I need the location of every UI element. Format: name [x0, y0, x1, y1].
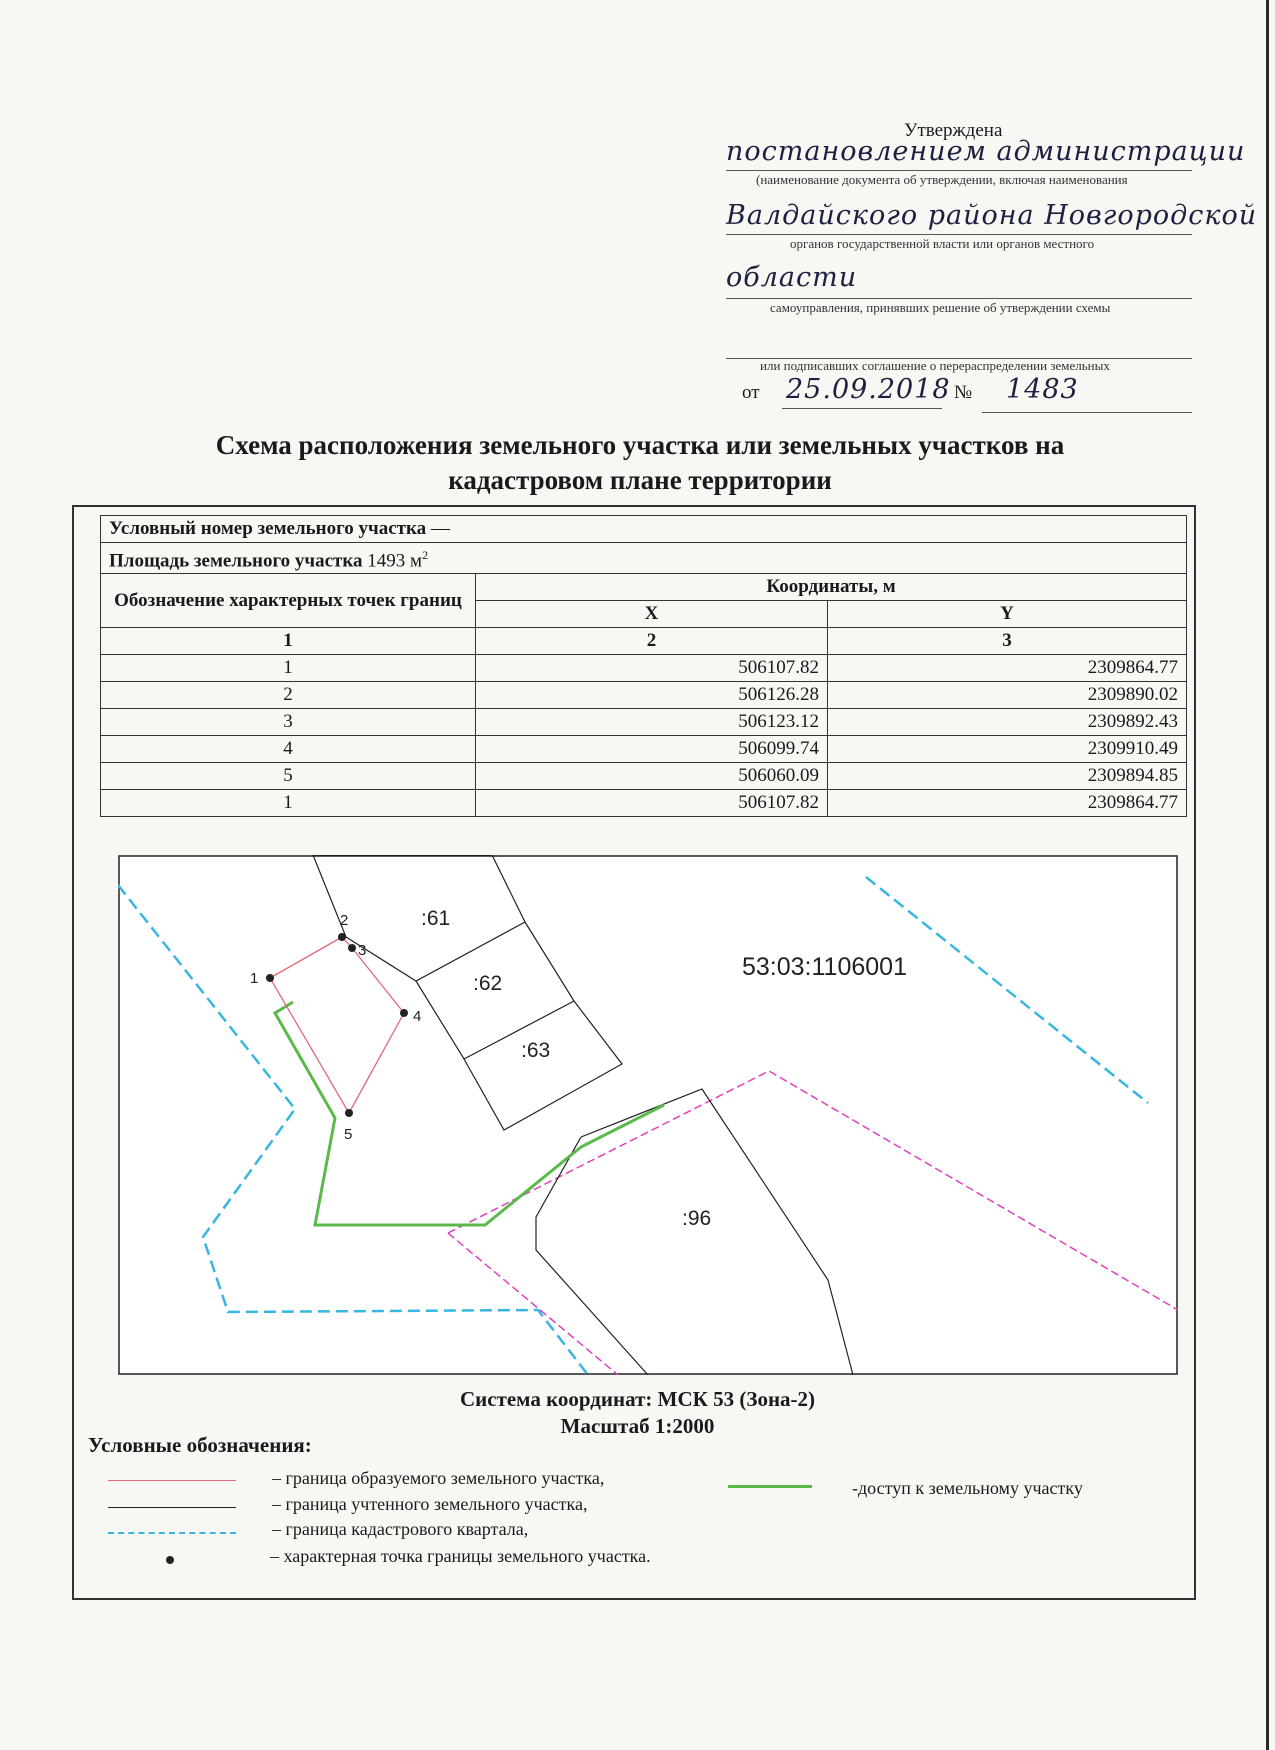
underline-document	[726, 170, 1192, 171]
underline-number	[982, 412, 1192, 413]
row-y: 2309864.77	[828, 655, 1187, 682]
points-header: Обозначение характерных точек границ	[101, 574, 476, 628]
area-value: 1493 м	[367, 550, 423, 572]
parcel-label-61: :61	[421, 907, 451, 930]
legend-text-point: – характерная точка границы земельного участка.	[270, 1546, 651, 1566]
coordinate-system: Система координат: МСК 53 (Зона-2)	[459, 1387, 816, 1411]
row-x: 506107.82	[476, 655, 828, 682]
legend-swatch-new-boundary	[108, 1480, 236, 1481]
point-2-marker	[338, 933, 346, 941]
table-row	[101, 709, 1187, 736]
legend-text-quarter-boundary: – граница кадастрового квартала,	[272, 1519, 529, 1539]
parcel-label-63: :63	[521, 1039, 551, 1062]
coordinate-system-block	[0, 1386, 1275, 1440]
row-x: 506099.74	[476, 736, 828, 763]
legend-text-registered-boundary: – граница учтенного земельного участка,	[272, 1494, 588, 1514]
conditional-number-value: —	[430, 518, 450, 539]
date-prefix: от	[742, 382, 760, 403]
row-point: 1	[101, 655, 476, 682]
row-x: 506126.28	[476, 682, 828, 709]
y-header: Y	[828, 601, 1187, 628]
table-row-area	[101, 543, 1187, 574]
row-y: 2309890.02	[828, 682, 1187, 709]
map-border	[119, 856, 1177, 1374]
point-4-marker	[400, 1009, 408, 1017]
row-point: 2	[101, 682, 476, 709]
table-column-numbers	[101, 628, 1187, 655]
point-1-marker	[266, 974, 274, 982]
row-point: 5	[101, 763, 476, 790]
underline-authority-1	[726, 234, 1192, 235]
title-line-2: кадастровом плане территории	[448, 465, 832, 495]
caption-authority-1: органов государственной власти или органов местного	[790, 236, 1095, 251]
legend-text-access: -доступ к земельному участку	[852, 1478, 1083, 1498]
row-y: 2309894.85	[828, 763, 1187, 790]
table-row	[101, 736, 1187, 763]
title-line-1: Схема расположения земельного участка или земельных участков на	[215, 430, 1065, 460]
point-label-5: 5	[344, 1126, 353, 1143]
caption-authority-2: самоуправления, принявших решение об утверждении схемы	[770, 300, 1111, 315]
row-y: 2309892.43	[828, 709, 1187, 736]
row-x: 506060.09	[476, 763, 828, 790]
legend-swatch-quarter-boundary	[108, 1532, 236, 1534]
parcel-label-62: :62	[473, 972, 503, 995]
point-label-3: 3	[358, 942, 367, 959]
underline-authority-2	[726, 298, 1192, 299]
caption-authority-3: или подписавших соглашение о перераспределении земельных	[760, 358, 1110, 373]
page-edge	[1266, 0, 1269, 1750]
row-y: 2309910.49	[828, 736, 1187, 763]
table-row	[101, 763, 1187, 790]
row-point: 1	[101, 790, 476, 817]
quarter-label: 53:03:1106001	[742, 953, 907, 981]
map-scale: Масштаб 1:2000	[560, 1414, 715, 1438]
coords-header: Координаты, м	[476, 574, 1187, 601]
cadastral-map	[118, 855, 1178, 1375]
handwritten-authority-2: области	[726, 262, 858, 293]
point-label-4: 4	[413, 1008, 422, 1025]
legend-text-new-boundary: – граница образуемого земельного участка,	[272, 1468, 605, 1488]
row-x: 506123.12	[476, 709, 828, 736]
conditional-number-label: Условный номер земельного участка	[109, 518, 427, 539]
col-num-1: 1	[101, 628, 476, 655]
table-row	[101, 790, 1187, 817]
point-3-marker	[348, 944, 356, 952]
x-header: X	[476, 601, 828, 628]
table-header-row	[101, 574, 1187, 601]
point-5-marker	[345, 1109, 353, 1117]
col-num-2: 2	[476, 628, 828, 655]
document-title	[150, 428, 1130, 498]
area-unit-sup: 2	[422, 548, 429, 562]
row-point: 4	[101, 736, 476, 763]
parcel-label-96: :96	[682, 1207, 712, 1230]
legend-swatch-registered-boundary	[108, 1507, 236, 1508]
col-num-3: 3	[828, 628, 1187, 655]
legend-swatch-point	[166, 1556, 174, 1564]
point-label-2: 2	[340, 912, 349, 929]
handwritten-document: постановлением администрации	[726, 136, 1246, 167]
row-point: 3	[101, 709, 476, 736]
coordinates-table	[100, 515, 1187, 817]
caption-document: (наименование документа об утверждении, включая наименования	[756, 172, 1128, 187]
row-x: 506107.82	[476, 790, 828, 817]
handwritten-date: 25.09.2018	[786, 374, 951, 405]
legend-title: Условные обозначения:	[88, 1433, 312, 1457]
handwritten-authority-1: Валдайского района Новгородской	[726, 200, 1258, 231]
approved-label: Утверждена	[904, 120, 1003, 141]
row-y: 2309864.77	[828, 790, 1187, 817]
handwritten-number: 1483	[1006, 374, 1079, 405]
point-label-1: 1	[250, 970, 259, 987]
number-prefix: №	[954, 382, 973, 403]
legend-swatch-access	[728, 1485, 812, 1488]
table-row-conditional-number	[101, 516, 1187, 543]
area-label: Площадь земельного участка	[109, 550, 363, 572]
table-row	[101, 655, 1187, 682]
underline-date	[782, 408, 942, 409]
table-row	[101, 682, 1187, 709]
